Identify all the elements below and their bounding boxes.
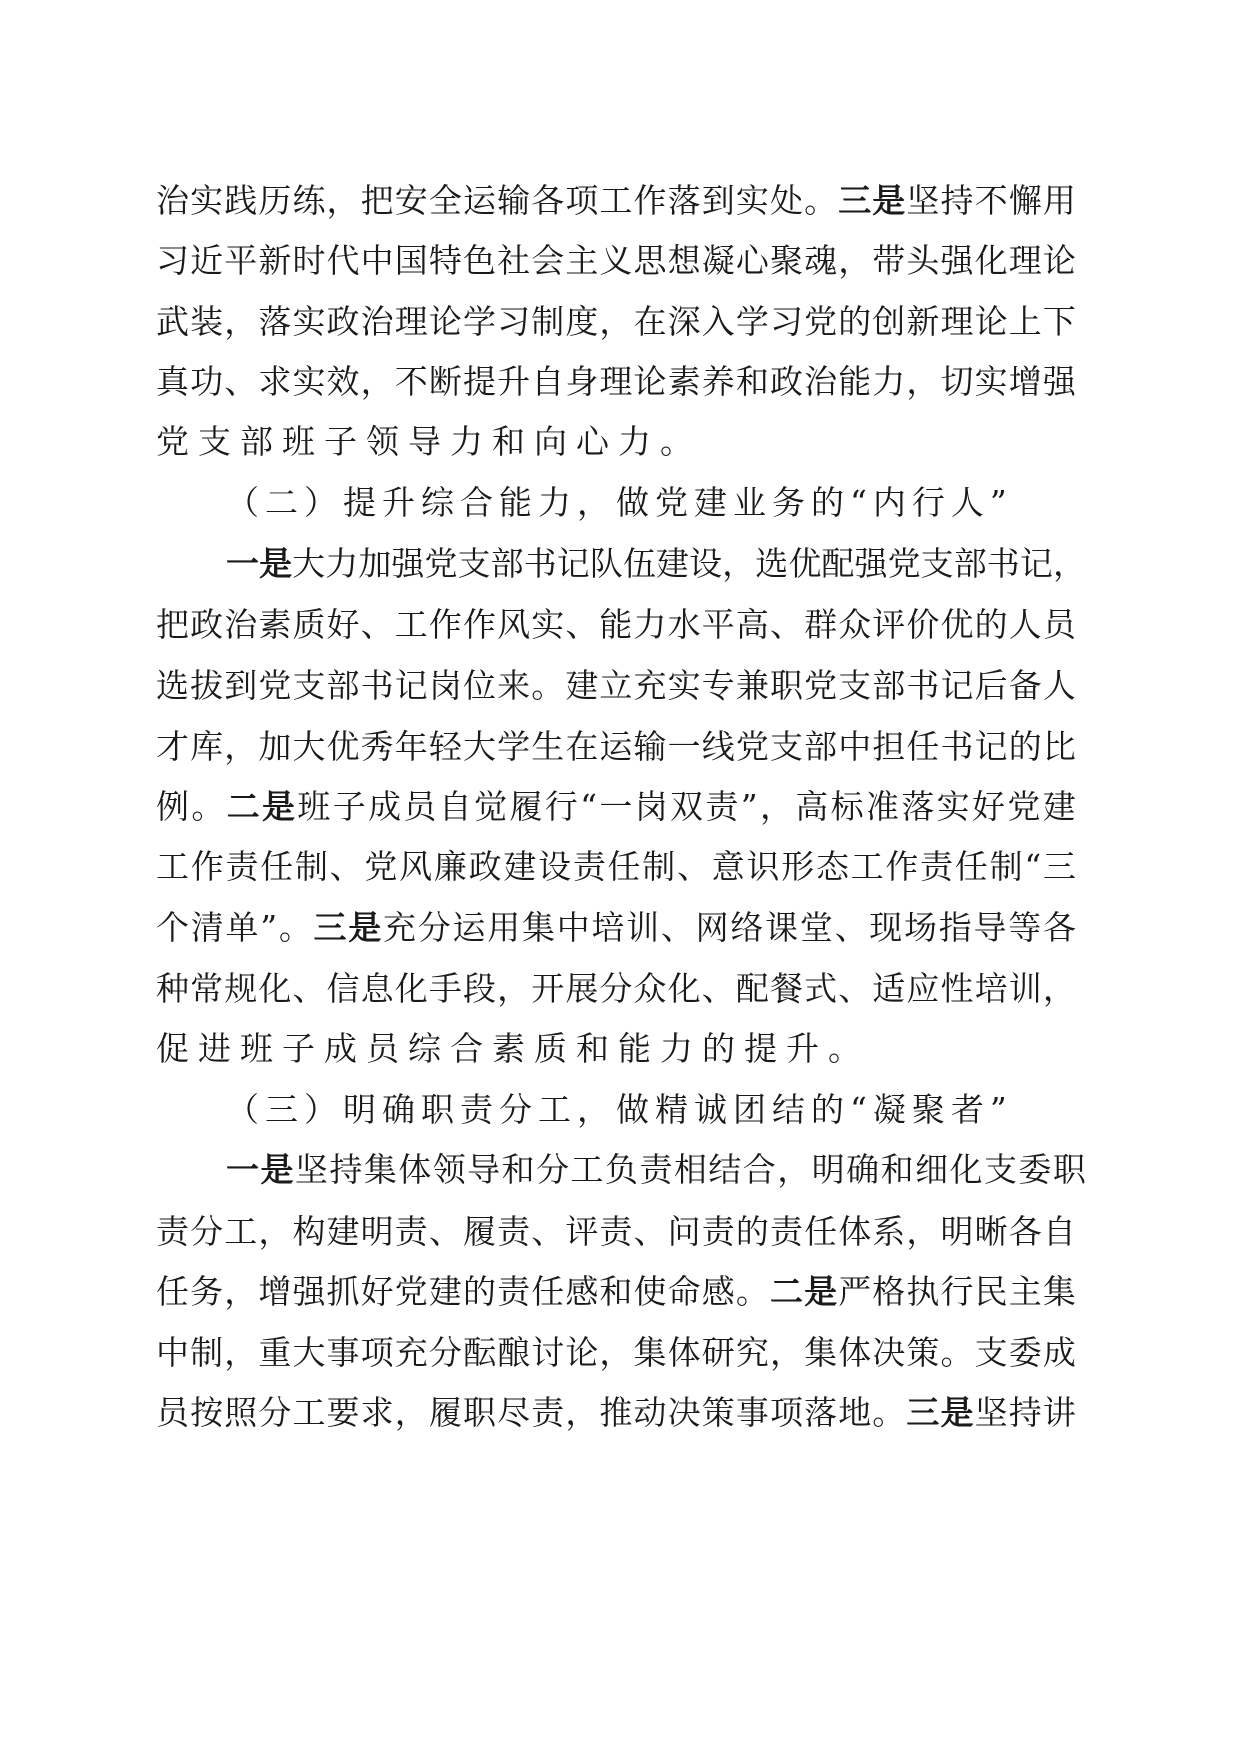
- text-line: 把 政 治 素 质 好 、 工 作 作 风 实 、 能 力 水 平 高 、 群 众 评 价 优 的 人 员: [156, 605, 1076, 644]
- line-text: （二）提升综合能力，做党建业务的“内行人”: [226, 483, 1013, 522]
- text-line: 个 清 单 ” 。 三 是 充 分 运 用 集 中 培 训 、 网 络 课 堂 、 现 场 指 导 等 各: [156, 908, 1076, 947]
- text-line: 真 功 、 求 实 效 ， 不 断 提 升 自 身 理 论 素 养 和 政 治 能 力 ， 切 实 增 强: [156, 362, 1076, 401]
- text-line: 一 是 坚 持 集 体 领 导 和 分 工 负 责 相 结 合 ， 明 确 和 细 化 支 委 职: [226, 1150, 1086, 1189]
- line-text: （三）明确职责分工，做精诚团结的“凝聚者”: [226, 1090, 1013, 1129]
- text-line: 例 。 二 是 班 子 成 员 自 觉 履 行 “ 一 岗 双 责 ” ， 高 标 准 落 实 好 党 建: [156, 787, 1076, 826]
- text-line: 才 库 ， 加 大 优 秀 年 轻 大 学 生 在 运 输 一 线 党 支 部 中 担 任 书 记 的 比: [156, 727, 1076, 766]
- text-line: 治 实 践 历 练 ， 把 安 全 运 输 各 项 工 作 落 到 实 处 。 三 是 坚 持 不 懈 用: [156, 181, 1076, 220]
- text-line: 习 近 平 新 时 代 中 国 特 色 社 会 主 义 思 想 凝 心 聚 魂 ， 带 头 强 化 理 论: [156, 241, 1076, 280]
- section-heading: [226, 1077, 1146, 1143]
- text-line: 选 拔 到 党 支 部 书 记 岗 位 来 。 建 立 充 实 专 兼 职 党 支 部 书 记 后 备 人: [156, 666, 1076, 705]
- text-line: 中 制 ， 重 大 事 项 充 分 酝 酿 讨 论 ， 集 体 研 究 ， 集 体 决 策 。 支 委 成: [156, 1333, 1076, 1372]
- section-heading: [226, 470, 1146, 536]
- text-line: 种 常 规 化 、 信 息 化 手 段 ， 开 展 分 众 化 、 配 餐 式 、 适 应 性 培 训 ，: [156, 969, 1076, 1008]
- text-line: [156, 409, 1076, 475]
- text-line: 责 分 工 ， 构 建 明 责 、 履 责 、 评 责 、 问 责 的 责 任 体 系 ， 明 晰 各 自: [156, 1212, 1076, 1251]
- line-text: 促进班子成员综合素质和能力的提升。: [156, 1029, 870, 1068]
- text-line: 工 作 责 任 制 、 党 风 廉 政 建 设 责 任 制 、 意 识 形 态 工 作 责 任 制 “ 三: [156, 847, 1076, 886]
- text-line: 武 装 ， 落 实 政 治 理 论 学 习 制 度 ， 在 深 入 学 习 党 的 创 新 理 论 上 下: [156, 302, 1076, 341]
- text-line: 任 务 ， 增 强 抓 好 党 建 的 责 任 感 和 使 命 感 。 二 是 严 格 执 行 民 主 集: [156, 1272, 1076, 1311]
- text-line: 员 按 照 分 工 要 求 ， 履 职 尽 责 ， 推 动 决 策 事 项 落 地 。 三 是 坚 持 讲: [156, 1393, 1076, 1432]
- text-line: [156, 1016, 1076, 1082]
- text-line: 一 是 大 力 加 强 党 支 部 书 记 队 伍 建 设 ， 选 优 配 强 党 支 部 书 记 ，: [226, 544, 1086, 583]
- line-text: 党支部班子领导力和向心力。: [156, 422, 702, 461]
